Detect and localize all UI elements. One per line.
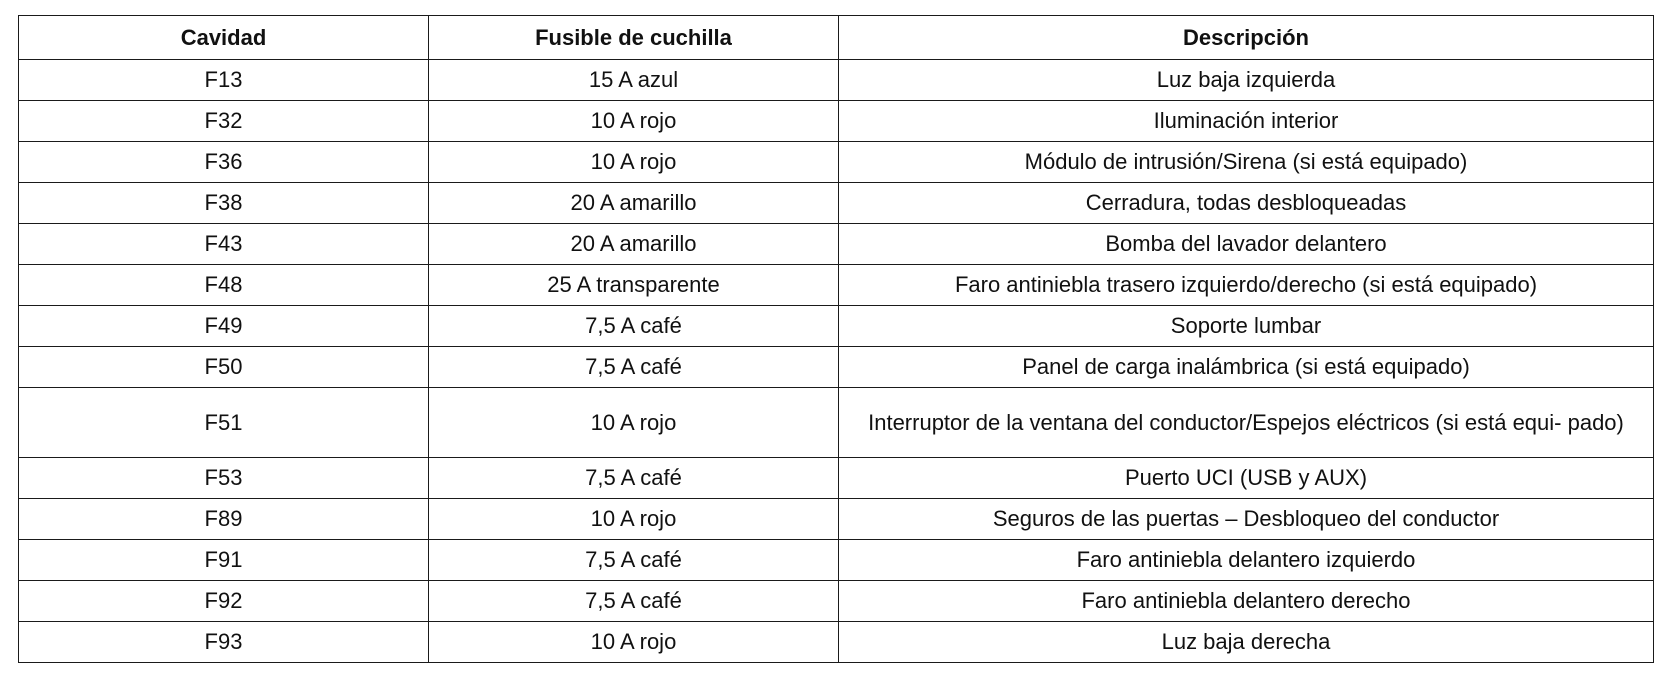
- cell-description: Bomba del lavador delantero: [839, 224, 1654, 265]
- cell-description: Iluminación interior: [839, 101, 1654, 142]
- cell-cavity: F38: [19, 183, 429, 224]
- cell-fuse: 20 A amarillo: [429, 224, 839, 265]
- table-row: [19, 347, 1654, 388]
- cell-cavity: F89: [19, 499, 429, 540]
- table-row: [19, 224, 1654, 265]
- table-row: [19, 499, 1654, 540]
- cell-description: Luz baja izquierda: [839, 60, 1654, 101]
- fuse-table: [18, 15, 1654, 663]
- cell-cavity: F36: [19, 142, 429, 183]
- table-row: [19, 388, 1654, 458]
- cell-description: Luz baja derecha: [839, 622, 1654, 663]
- cell-cavity: F13: [19, 60, 429, 101]
- cell-cavity: F93: [19, 622, 429, 663]
- cell-fuse: 20 A amarillo: [429, 183, 839, 224]
- cell-description: Puerto UCI (USB y AUX): [839, 458, 1654, 499]
- table-row: [19, 622, 1654, 663]
- cell-cavity: F43: [19, 224, 429, 265]
- cell-description: Módulo de intrusión/Sirena (si está equipado): [839, 142, 1654, 183]
- table-row: [19, 540, 1654, 581]
- cell-fuse: 7,5 A café: [429, 347, 839, 388]
- table-row: [19, 142, 1654, 183]
- cell-fuse: 10 A rojo: [429, 142, 839, 183]
- table-row: [19, 101, 1654, 142]
- cell-fuse: 10 A rojo: [429, 101, 839, 142]
- cell-description: Seguros de las puertas – Desbloqueo del conductor: [839, 499, 1654, 540]
- cell-description: Soporte lumbar: [839, 306, 1654, 347]
- table-row: [19, 581, 1654, 622]
- table-row: [19, 265, 1654, 306]
- cell-cavity: F53: [19, 458, 429, 499]
- table-row: [19, 60, 1654, 101]
- cell-description: Faro antiniebla delantero izquierdo: [839, 540, 1654, 581]
- table-header-row: [19, 16, 1654, 60]
- cell-cavity: F51: [19, 388, 429, 458]
- cell-description: Interruptor de la ventana del conductor/Espejos eléctricos (si está equi- pado): [839, 388, 1654, 458]
- cell-fuse: 7,5 A café: [429, 540, 839, 581]
- cell-cavity: F49: [19, 306, 429, 347]
- cell-fuse: 7,5 A café: [429, 581, 839, 622]
- table-row: [19, 458, 1654, 499]
- header-cavity: Cavidad: [19, 16, 429, 60]
- cell-fuse: 10 A rojo: [429, 388, 839, 458]
- table-row: [19, 183, 1654, 224]
- cell-cavity: F50: [19, 347, 429, 388]
- cell-fuse: 7,5 A café: [429, 458, 839, 499]
- header-fuse: Fusible de cuchilla: [429, 16, 839, 60]
- table-row: [19, 306, 1654, 347]
- cell-fuse: 10 A rojo: [429, 622, 839, 663]
- cell-description: Faro antiniebla trasero izquierdo/derecho (si está equipado): [839, 265, 1654, 306]
- cell-cavity: F48: [19, 265, 429, 306]
- cell-fuse: 25 A transparente: [429, 265, 839, 306]
- header-description: Descripción: [839, 16, 1654, 60]
- cell-description: Panel de carga inalámbrica (si está equipado): [839, 347, 1654, 388]
- cell-cavity: F32: [19, 101, 429, 142]
- cell-fuse: 10 A rojo: [429, 499, 839, 540]
- cell-fuse: 15 A azul: [429, 60, 839, 101]
- cell-cavity: F92: [19, 581, 429, 622]
- cell-cavity: F91: [19, 540, 429, 581]
- cell-fuse: 7,5 A café: [429, 306, 839, 347]
- cell-description: Faro antiniebla delantero derecho: [839, 581, 1654, 622]
- cell-description: Cerradura, todas desbloqueadas: [839, 183, 1654, 224]
